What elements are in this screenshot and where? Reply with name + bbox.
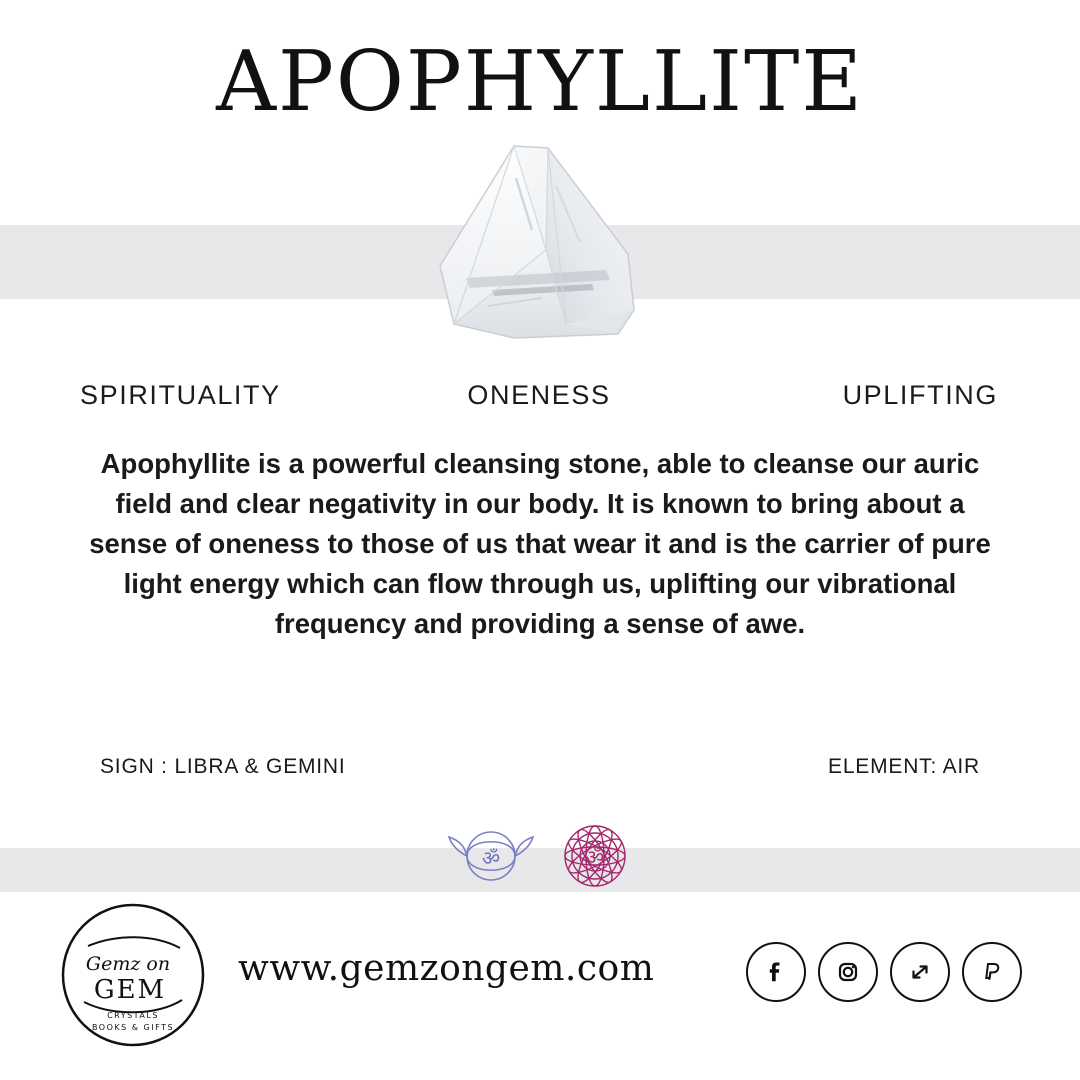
third-eye-chakra-icon xyxy=(439,823,543,894)
apophyllite-crystal-photo xyxy=(396,138,684,363)
svg-text:ॐ: ॐ xyxy=(585,845,605,869)
facebook-icon[interactable] xyxy=(746,942,806,1002)
logo-tagline-line2: BOOKS & GIFTS xyxy=(91,1023,175,1032)
share-icon[interactable] xyxy=(890,942,950,1002)
zodiac-sign-label: SIGN : LIBRA & GEMINI xyxy=(100,755,346,778)
page-title: APOPHYLLITE xyxy=(216,33,864,130)
keyword-spirituality: SPIRITUALITY xyxy=(80,380,281,410)
keyword-uplifting: UPLIFTING xyxy=(842,380,998,410)
logo-brand-line2: GEM xyxy=(93,975,167,1005)
instagram-icon[interactable] xyxy=(818,942,878,1002)
element-label: ELEMENT: AIR xyxy=(828,755,980,778)
footer xyxy=(0,900,1080,1080)
chakra-icon-row xyxy=(0,818,1080,899)
brand-logo[interactable] xyxy=(58,900,208,1050)
social-links xyxy=(746,942,1022,1002)
website-url[interactable]: www.gemzongem.com xyxy=(238,948,655,989)
keyword-row xyxy=(60,380,1020,411)
crown-chakra-icon xyxy=(549,818,641,899)
keyword-oneness: ONENESS xyxy=(467,380,611,410)
attribute-row xyxy=(100,755,980,779)
description-text: Apophyllite is a powerful cleansing stone, able to cleanse our auric field and clear negativity in our body. It is known to bring about a sense of oneness to those of us that wear it and is the carrier of pure light energy which can flow through us, uplifting our vibrational frequency and providing a sense of awe. xyxy=(89,448,991,639)
svg-text:ॐ: ॐ xyxy=(481,846,501,870)
logo-brand-line1: Gemz on xyxy=(85,953,171,975)
logo-tagline-line1: CRYSTALS xyxy=(107,1011,159,1020)
paypal-icon[interactable] xyxy=(962,942,1022,1002)
